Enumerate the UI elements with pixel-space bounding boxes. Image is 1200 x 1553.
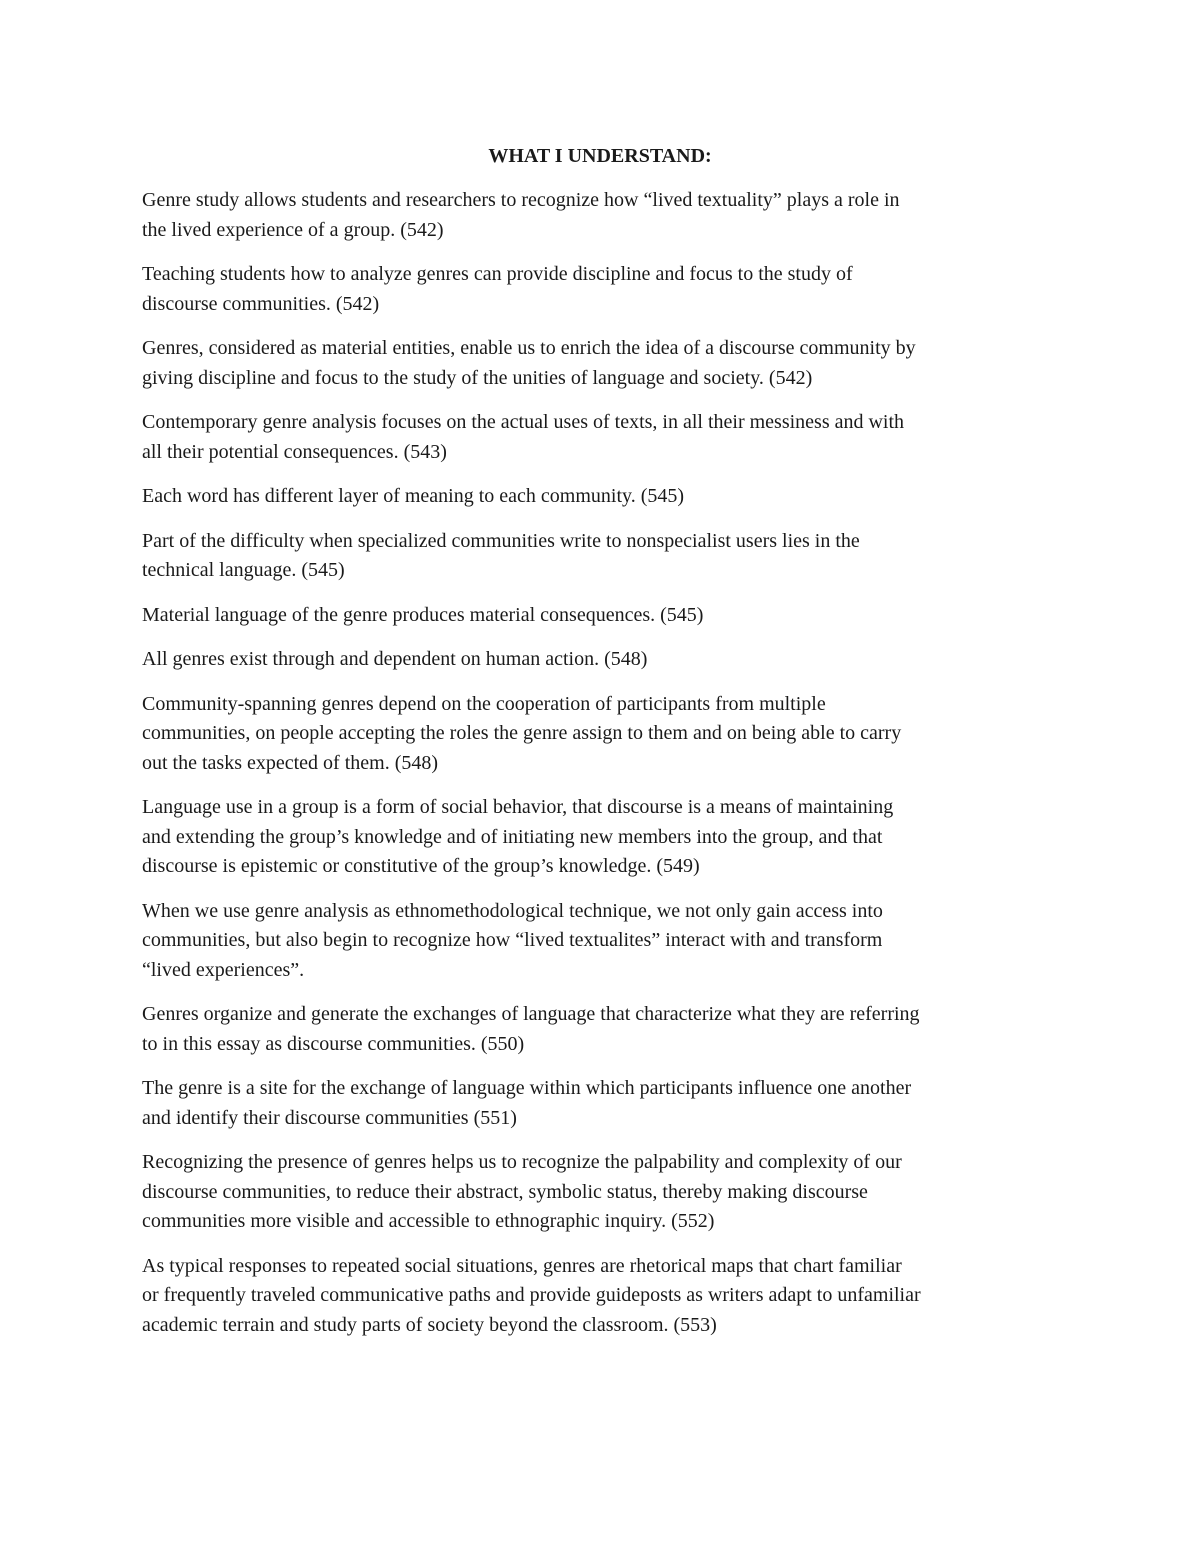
paragraph-line: out the tasks expected of them. (548) <box>142 751 439 774</box>
paragraph-line: Genres organize and generate the exchanges of language that characterize what they are referring <box>142 1003 920 1025</box>
paragraph-line: Community-spanning genres depend on the cooperation of participants from multiple <box>142 692 826 715</box>
paragraph-line: All genres exist through and dependent on human action. (548) <box>142 648 648 670</box>
paragraph <box>142 1148 1072 1237</box>
paragraph <box>142 601 1072 631</box>
paragraph-line: Teaching students how to analyze genres can provide discipline and focus to the study of <box>142 263 853 285</box>
paragraph-line: Part of the difficulty when specialized communities write to nonspecialist users lies in the <box>142 529 860 552</box>
paragraph-line: academic terrain and study parts of society beyond the classroom. (553) <box>142 1313 717 1336</box>
paragraph <box>142 793 1072 882</box>
paragraph-line: and identify their discourse communities (551) <box>142 1106 517 1129</box>
paragraph <box>142 260 1072 319</box>
paragraph <box>142 1000 1072 1059</box>
paragraph-line: When we use genre analysis as ethnomethodological technique, we not only gain access into <box>142 899 883 922</box>
paragraph <box>142 482 1072 512</box>
paragraph <box>142 1074 1072 1133</box>
paragraph-line: to in this essay as discourse communities. (550) <box>142 1032 525 1055</box>
paragraph <box>142 645 1072 675</box>
paragraph-line: discourse communities. (542) <box>142 292 380 315</box>
paragraph-line: Contemporary genre analysis focuses on the actual uses of texts, in all their messiness and with <box>142 411 905 433</box>
paragraph <box>142 334 1072 393</box>
paragraph-line: Each word has different layer of meaning to each community. (545) <box>142 485 685 507</box>
paragraph-line: As typical responses to repeated social situations, genres are rhetorical maps that chart familiar <box>142 1254 902 1277</box>
paragraph-line: technical language. (545) <box>142 559 345 581</box>
page-title: WHAT I UNDERSTAND: <box>488 145 712 167</box>
paragraph-line: Material language of the genre produces material consequences. (545) <box>142 603 704 626</box>
paragraph-line: all their potential consequences. (543) <box>142 440 447 463</box>
paragraph-line: discourse communities, to reduce their abstract, symbolic status, thereby making discourse <box>142 1180 868 1203</box>
paragraph-line: Language use in a group is a form of social behavior, that discourse is a means of maintaining <box>142 796 894 818</box>
paragraph-line: giving discipline and focus to the study of the unities of language and society. (542) <box>142 366 813 389</box>
paragraph-line: communities more visible and accessible to ethnographic inquiry. (552) <box>142 1210 715 1232</box>
paragraph <box>142 527 1072 586</box>
paragraph <box>142 408 1072 467</box>
paragraph <box>142 897 1072 986</box>
paragraph-line: the lived experience of a group. (542) <box>142 218 444 241</box>
document-body <box>142 186 1072 1355</box>
paragraph-line: communities, on people accepting the roles the genre assign to them and on being able to carry <box>142 722 902 744</box>
paragraph-line: Genre study allows students and researchers to recognize how “lived textuality” plays a role in <box>142 189 900 211</box>
paragraph <box>142 1252 1072 1341</box>
paragraph <box>142 690 1072 779</box>
paragraph-line: Genres, considered as material entities, enable us to enrich the idea of a discourse community by <box>142 337 916 359</box>
paragraph-line: or frequently traveled communicative paths and provide guideposts as writers adapt to unfamiliar <box>142 1284 921 1306</box>
paragraph-line: The genre is a site for the exchange of language within which participants influence one another <box>142 1077 912 1099</box>
paragraph-line: discourse is epistemic or constitutive of the group’s knowledge. (549) <box>142 855 700 877</box>
paragraph <box>142 186 1072 245</box>
paragraph-line: Recognizing the presence of genres helps us to recognize the palpability and complexity of our <box>142 1151 902 1173</box>
paragraph-line: “lived experiences”. <box>142 958 305 981</box>
paragraph-line: communities, but also begin to recognize how “lived textualites” interact with and transform <box>142 929 883 951</box>
paragraph-line: and extending the group’s knowledge and of initiating new members into the group, and that <box>142 825 883 848</box>
